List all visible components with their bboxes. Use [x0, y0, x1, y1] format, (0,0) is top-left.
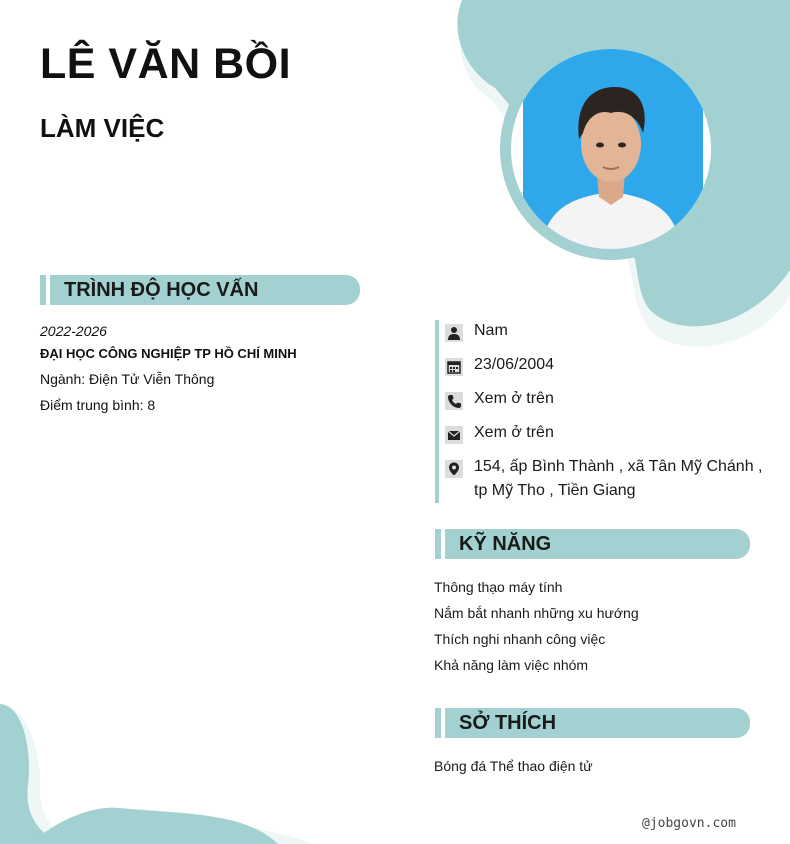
education-school: ĐẠI HỌC CÔNG NGHIỆP TP HỒ CHÍ MINH	[40, 346, 297, 361]
skills-title: KỸ NĂNG	[459, 533, 552, 555]
phone-value: Xem ở trên	[474, 390, 554, 407]
hobbies-title: SỞ THÍCH	[459, 712, 557, 734]
skill-item: Thông thạo máy tính	[434, 579, 563, 595]
education-section-header	[40, 275, 360, 305]
user-icon	[445, 324, 463, 342]
hobbies-section-header	[435, 708, 750, 738]
skills-section-header	[435, 529, 750, 559]
profile-photo	[511, 49, 711, 249]
education-period: 2022-2026	[40, 323, 107, 339]
address-line-2: tp Mỹ Tho , Tiền Giang	[474, 482, 636, 499]
contact-accent-bar	[435, 320, 439, 503]
phone-icon	[445, 392, 463, 410]
skill-item: Nắm bắt nhanh những xu hướng	[434, 605, 639, 621]
calendar-icon	[445, 358, 463, 376]
gender-value: Nam	[474, 322, 508, 339]
skill-item: Thích nghi nhanh công việc	[434, 631, 606, 647]
watermark: @jobgovn.com	[642, 816, 736, 831]
job-title: LÀM VIỆC	[40, 113, 165, 143]
education-gpa: Điểm trung bình: 8	[40, 397, 156, 413]
location-icon	[445, 460, 463, 478]
candidate-name: LÊ VĂN BỒI	[40, 40, 292, 88]
email-value: Xem ở trên	[474, 424, 554, 441]
address-line-1: 154, ấp Bình Thành , xã Tân Mỹ Chánh ,	[474, 458, 763, 475]
mail-icon	[445, 426, 463, 444]
education-title: TRÌNH ĐỘ HỌC VẤN	[64, 279, 259, 301]
birthday-value: 23/06/2004	[474, 356, 555, 373]
skill-item: Khả năng làm việc nhóm	[434, 657, 589, 673]
hobbies-text: Bóng đá Thể thao điện tử	[434, 758, 593, 774]
education-major: Ngành: Điện Tử Viễn Thông	[40, 371, 215, 387]
